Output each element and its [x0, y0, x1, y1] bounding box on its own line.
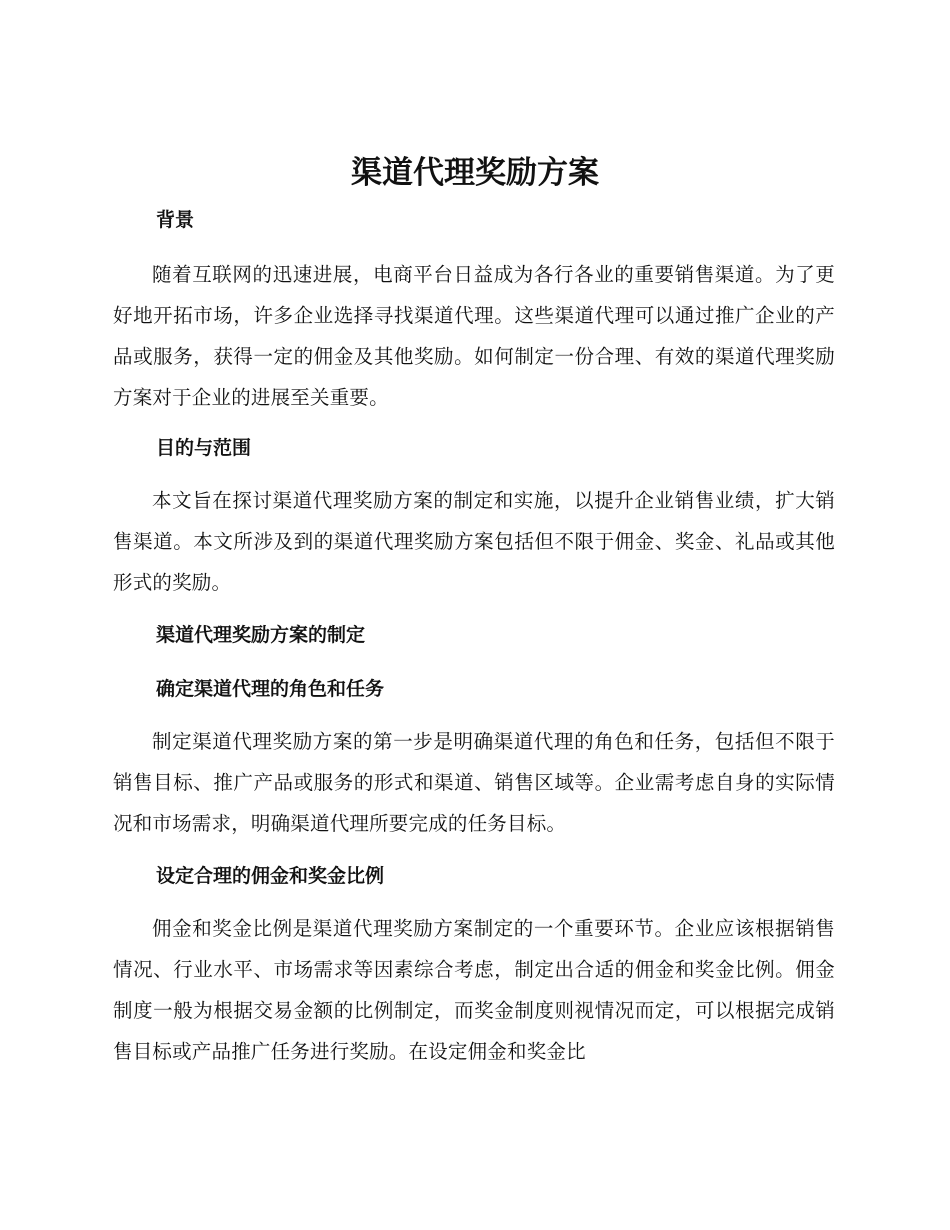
section-heading-plan-formulation: 渠道代理奖励方案的制定	[156, 624, 366, 646]
section-heading-roles-tasks: 确定渠道代理的角色和任务	[156, 678, 385, 700]
section-paragraph-background: 随着互联网的迅速进展，电商平台日益成为各行各业的重要销售渠道。为了更好地开拓市场，许多企业选择寻找渠道代理。这些渠道代理可以通过推广企业的产品或服务，获得一定的佣金及其他奖励。如何制定一份合理、有效的渠道代理奖励方案对于企业的进展至关重要。	[113, 263, 835, 409]
section-heading-background: 背景	[156, 209, 195, 231]
section-heading-purpose-scope: 目的与范围	[156, 437, 252, 459]
document-body	[113, 200, 835, 1072]
section-paragraph-roles-tasks: 制定渠道代理奖励方案的第一步是明确渠道代理的角色和任务，包括但不限于销售目标、推广产品或服务的形式和渠道、销售区域等。企业需考虑自身的实际情况和市场需求，明确渠道代理所要完成的任务目标。	[113, 730, 835, 835]
document-title: 渠道代理奖励方案	[351, 155, 599, 191]
section-paragraph-commission-bonus: 佣金和奖金比例是渠道代理奖励方案制定的一个重要环节。企业应该根据销售情况、行业水平、市场需求等因素综合考虑，制定出合适的佣金和奖金比例。佣金制度一般为根据交易金额的比例制定，而奖金制度则视情况而定，可以根据完成销售目标或产品推广任务进行奖励。在设定佣金和奖金比	[113, 917, 835, 1063]
section-heading-commission-bonus: 设定合理的佣金和奖金比例	[156, 865, 385, 887]
section-paragraph-purpose-scope: 本文旨在探讨渠道代理奖励方案的制定和实施，以提升企业销售业绩，扩大销售渠道。本文所涉及到的渠道代理奖励方案包括但不限于佣金、奖金、礼品或其他形式的奖励。	[113, 489, 835, 594]
